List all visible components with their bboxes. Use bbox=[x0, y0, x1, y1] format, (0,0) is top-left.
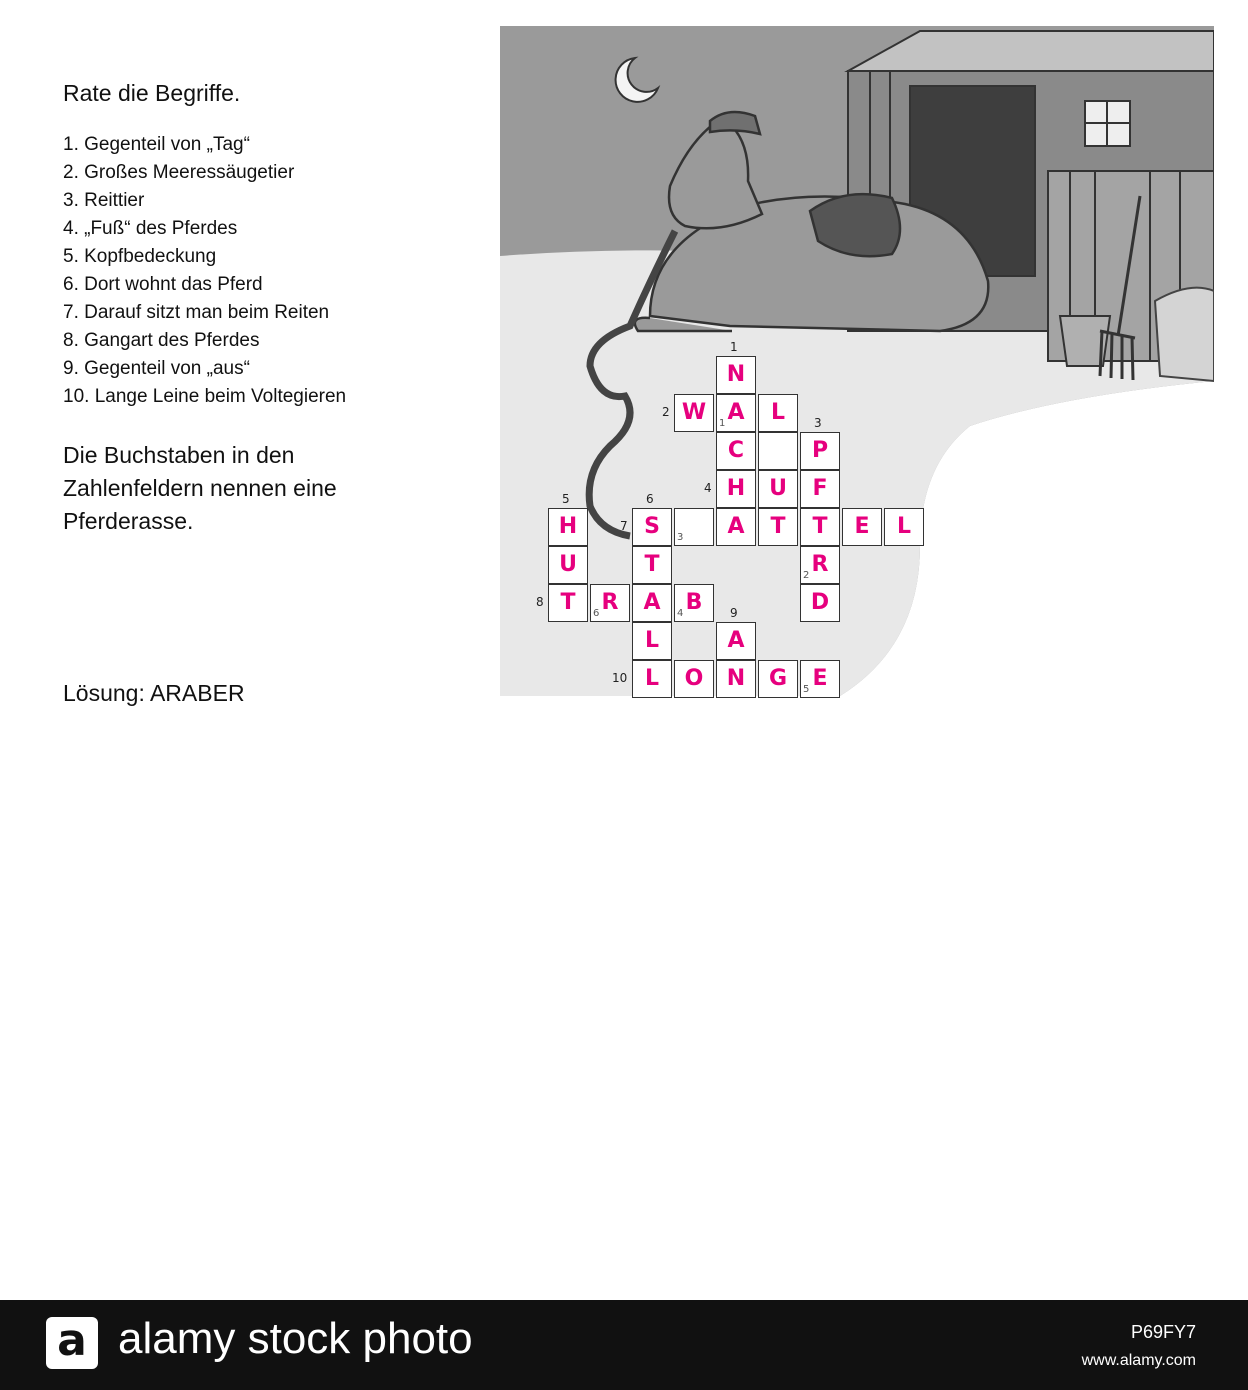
clue-number: 10 bbox=[612, 671, 628, 685]
solution-index: 6 bbox=[593, 608, 600, 619]
clue-number: 5 bbox=[562, 492, 570, 506]
solution-index: 2 bbox=[803, 570, 810, 581]
clue-number: 6 bbox=[646, 492, 654, 506]
clue-item: 2. Großes Meeressäugetier bbox=[63, 162, 295, 183]
crossword-letter: N bbox=[726, 362, 746, 387]
crossword-letter: T bbox=[560, 590, 576, 615]
crossword-letter: T bbox=[644, 552, 660, 577]
clue-number: 7 bbox=[620, 519, 628, 533]
stock-footer-bar bbox=[0, 1300, 1248, 1390]
clue-item: 5. Kopfbedeckung bbox=[63, 246, 217, 267]
crossword-letter: C bbox=[727, 438, 745, 463]
clue-number: 2 bbox=[662, 405, 670, 419]
hay-icon bbox=[1155, 288, 1214, 381]
clue-number: 4 bbox=[704, 481, 712, 495]
puzzle-instruction: Die Buchstaben in den Zahlenfeldern nennen eine Pferderasse. bbox=[63, 442, 337, 534]
crossword-letter: A bbox=[727, 400, 745, 425]
solution-index: 1 bbox=[719, 418, 726, 429]
puzzle-solution: Lösung: ARABER bbox=[63, 680, 245, 706]
crossword-letter: E bbox=[854, 514, 870, 539]
solution-index: 3 bbox=[677, 532, 684, 543]
solution-index: 5 bbox=[803, 684, 810, 695]
crossword-letter: G bbox=[768, 666, 788, 691]
crossword-letter: L bbox=[896, 514, 912, 539]
clue-item: 6. Dort wohnt das Pferd bbox=[63, 274, 263, 295]
horse-barn-illustration bbox=[500, 26, 1214, 696]
clue-item: 4. „Fuß“ des Pferdes bbox=[63, 218, 238, 239]
crossword-letter: H bbox=[726, 476, 746, 501]
clue-item: 1. Gegenteil von „Tag“ bbox=[63, 134, 250, 155]
crossword-letter: F bbox=[812, 476, 828, 501]
clue-number: 3 bbox=[814, 416, 822, 430]
crossword-letter: U bbox=[559, 552, 577, 577]
crossword-letter: A bbox=[643, 590, 661, 615]
crossword-letter: E bbox=[812, 666, 828, 691]
solution-index: 4 bbox=[677, 608, 684, 619]
puzzle-heading: Rate die Begriffe. bbox=[63, 80, 241, 106]
crossword-letter: L bbox=[644, 628, 660, 653]
clue-item: 10. Lange Leine beim Voltegieren bbox=[63, 386, 347, 407]
crossword-letter: L bbox=[770, 400, 786, 425]
clue-item: 7. Darauf sitzt man beim Reiten bbox=[63, 302, 330, 323]
footer-url: www.alamy.com bbox=[1081, 1352, 1196, 1369]
crossword-letter: W bbox=[681, 400, 707, 425]
crossword-letter: L bbox=[644, 666, 660, 691]
crossword-letter: R bbox=[811, 552, 829, 577]
crossword-letter: A bbox=[727, 514, 745, 539]
clue-item: 8. Gangart des Pferdes bbox=[63, 330, 260, 351]
crossword-letter: H bbox=[558, 514, 578, 539]
crossword-letter: R bbox=[601, 590, 619, 615]
clue-number: 8 bbox=[536, 595, 544, 609]
crossword-letter: D bbox=[810, 590, 830, 615]
alamy-logo-icon: a bbox=[46, 1317, 98, 1369]
crossword-letter: B bbox=[685, 590, 703, 615]
crossword-letter: S bbox=[644, 514, 660, 539]
crossword-letter: T bbox=[770, 514, 786, 539]
clue-list bbox=[63, 131, 463, 411]
clue-number: 1 bbox=[730, 340, 738, 354]
crossword-letter: P bbox=[811, 438, 829, 463]
puzzle-text-column bbox=[63, 80, 463, 538]
crossword-letter: O bbox=[684, 666, 704, 691]
crossword-letter: A bbox=[727, 628, 745, 653]
clue-item: 3. Reittier bbox=[63, 190, 145, 211]
crossword-letter: N bbox=[726, 666, 746, 691]
clue-number: 9 bbox=[730, 606, 738, 620]
crossword-letter: T bbox=[812, 514, 828, 539]
clue-item: 9. Gegenteil von „aus“ bbox=[63, 358, 250, 379]
image-id: P69FY7 bbox=[1130, 1322, 1196, 1342]
footer-brand: alamy stock photo bbox=[118, 1314, 473, 1363]
crossword-letter: U bbox=[769, 476, 787, 501]
